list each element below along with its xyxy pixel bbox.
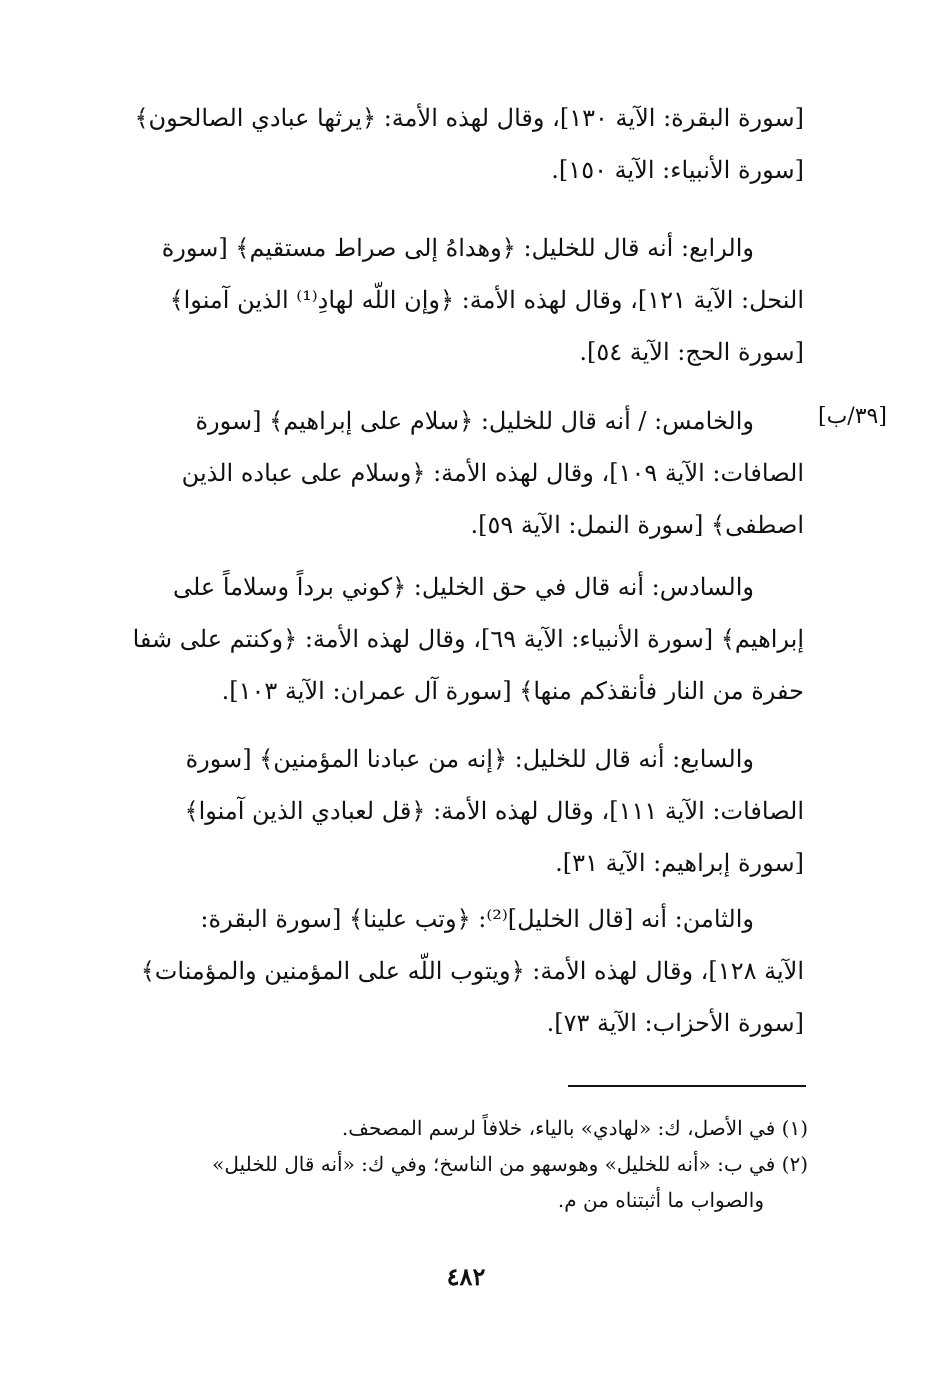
text-line: الآية ١٢٨]، وقال لهذه الأمة: ﴿ويتوب اللّه على المؤمنين والمؤمنات﴾: [140, 957, 804, 985]
paragraph-1: [108, 92, 804, 196]
text-line: الصافات: الآية ١١١]، وقال لهذه الأمة: ﴿قل لعبادي الذين آمنوا﴾: [184, 797, 804, 825]
text-line: والثامن: أنه [قال الخليل]⁽²⁾: ﴿وتب علينا﴾ [سورة البقرة:: [200, 905, 754, 933]
footnote-2: (٢) في ب: «أنه للخليل» وهوسهو من الناسخ؛ وفي ك: «أنه قال للخليل»: [212, 1152, 808, 1176]
text-line: [سورة الحج: الآية ٥٤].: [579, 338, 804, 366]
footnote-1: (١) في الأصل، ك: «لهادي» بالياء، خلافاً لرسم المصحف.: [341, 1116, 808, 1140]
text-line: [سورة البقرة: الآية ١٣٠]، وقال لهذه الأمة: ﴿يرثها عبادي الصالحون﴾: [134, 104, 804, 132]
text-line: إبراهيم﴾ [سورة الأنبياء: الآية ٦٩]، وقال لهذه الأمة: ﴿وكنتم على شفا: [132, 625, 804, 653]
manuscript-folio-marker: [٣٩/ب]: [818, 404, 887, 429]
text-line: والرابع: أنه قال للخليل: ﴿وهداهُ إلى صراط مستقيم﴾ [سورة: [161, 234, 754, 262]
footnotes: [108, 1110, 808, 1218]
text-line: النحل: الآية ١٢١]، وقال لهذه الأمة: ﴿وإن اللّه لهادِ⁽¹⁾ الذين آمنوا﴾: [169, 286, 804, 314]
footnote-separator: [568, 1085, 806, 1087]
footnote-2-continued: والصواب ما أثبتناه من م.: [557, 1188, 764, 1212]
text-line: والسادس: أنه قال في حق الخليل: ﴿كوني برداً وسلاماً على: [172, 573, 754, 601]
text-line: والخامس: / أنه قال للخليل: ﴿سلام على إبراهيم﴾ [سورة: [195, 407, 754, 435]
text-line: [سورة إبراهيم: الآية ٣١].: [555, 849, 804, 877]
page-number: ٤٨٢: [446, 1262, 486, 1291]
text-line: الصافات: الآية ١٠٩]، وقال لهذه الأمة: ﴿وسلام على عباده الذين: [181, 459, 804, 487]
text-line: حفرة من النار فأنقذكم منها﴾ [سورة آل عمران: الآية ١٠٣].: [221, 677, 804, 705]
paragraph-3: [108, 395, 804, 551]
paragraph-2: [108, 222, 804, 378]
text-line: اصطفى﴾ [سورة النمل: الآية ٥٩].: [470, 511, 804, 539]
text-line: والسابع: أنه قال للخليل: ﴿إنه من عبادنا المؤمنين﴾ [سورة: [185, 745, 754, 773]
text-line: [سورة الأنبياء: الآية ١٥٠].: [551, 156, 804, 184]
text-line: [سورة الأحزاب: الآية ٧٣].: [546, 1009, 804, 1037]
paragraph-5: [108, 733, 804, 889]
paragraph-6: [108, 893, 804, 1049]
paragraph-4: [108, 561, 804, 717]
